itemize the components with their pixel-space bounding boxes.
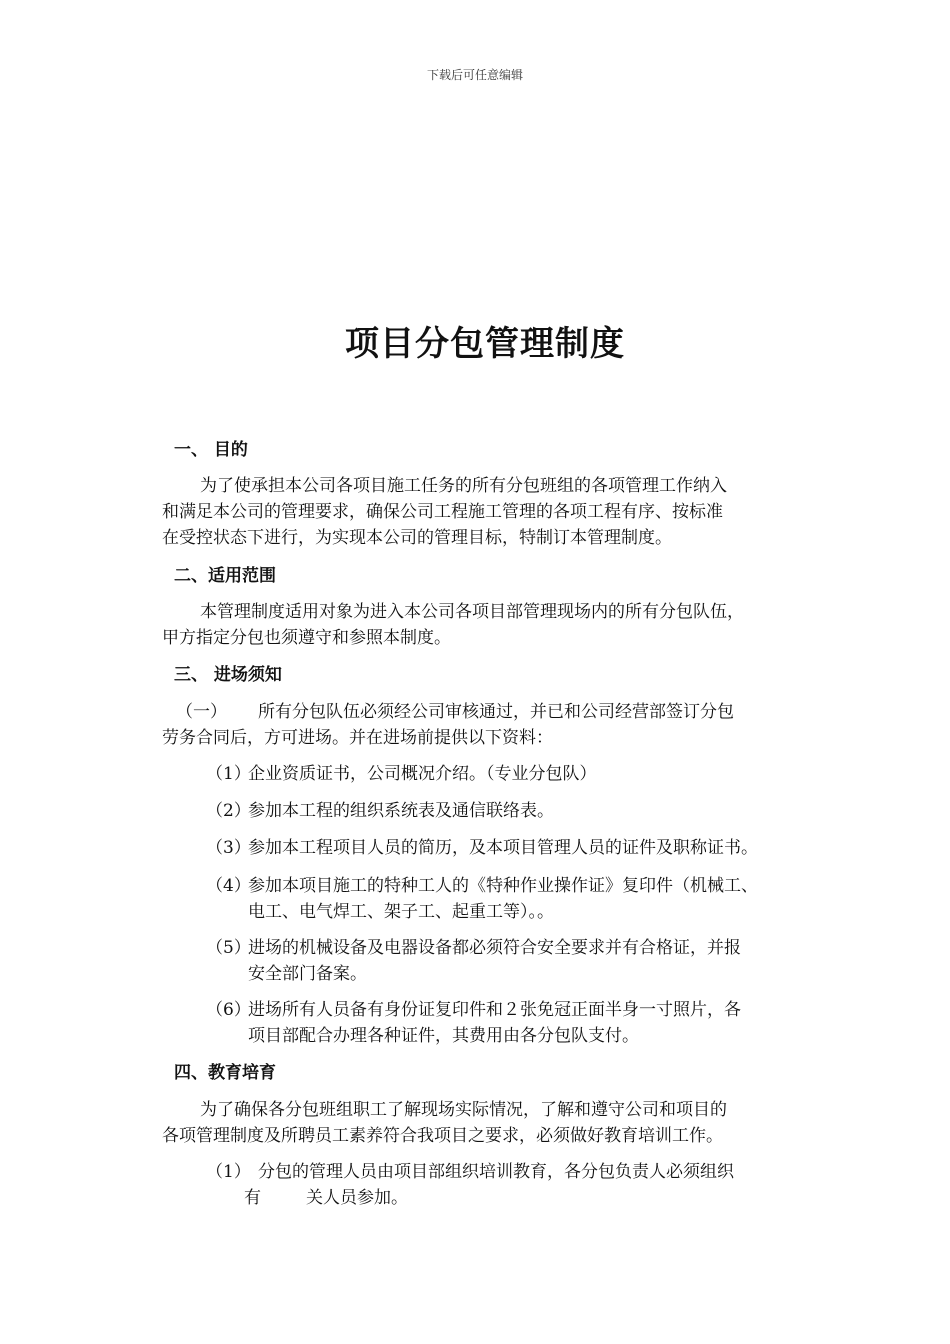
- paragraph-line: 劳务合同后，方可进场。并在进场前提供以下资料：: [162, 728, 553, 748]
- list-item-number: （1）: [206, 1162, 251, 1182]
- list-item-number: （1）: [206, 764, 251, 784]
- paragraph-line: 和满足本公司的管理要求，确保公司工程施工管理的各项工程有序、按标准: [162, 502, 723, 522]
- list-item-number: （6）: [206, 1000, 251, 1020]
- list-item-text: 参加本项目施工的特种工人的《特种作业操作证》复印件（机械工、: [248, 876, 758, 896]
- list-item-text: 项目部配合办理各种证件，其费用由各分包队支付。: [248, 1026, 639, 1046]
- list-item-text: 进场的机械设备及电器设备都必须符合安全要求并有合格证，并报: [248, 938, 741, 958]
- paragraph-line: 各项管理制度及所聘员工素养符合我项目之要求，必须做好教育培训工作。: [162, 1126, 723, 1146]
- section-heading-purpose: 一、 目的: [174, 440, 248, 460]
- header-note: 下载后可任意编辑: [426, 68, 523, 82]
- list-item-text: 进场所有人员备有身份证复印件和２张免冠正面半身一寸照片，各: [248, 1000, 741, 1020]
- list-item-text: 参加本工程项目人员的简历，及本项目管理人员的证件及职称证书。: [248, 838, 758, 858]
- list-item-number: （2）: [206, 801, 251, 821]
- list-item-text: 企业资质证书，公司概况介绍。（专业分包队）: [248, 764, 597, 784]
- list-item-text: 安全部门备案。: [248, 964, 367, 984]
- paragraph-line: 甲方指定分包也须遵守和参照本制度。: [162, 628, 451, 648]
- paragraph-line: 所有分包队伍必须经公司审核通过，并已和公司经营部签订分包: [258, 702, 734, 722]
- sub-clause-label: （一）: [176, 702, 227, 722]
- document-title: 项目分包管理制度: [345, 324, 625, 364]
- paragraph-line: 在受控状态下进行，为实现本公司的管理目标，特制订本管理制度。: [162, 528, 672, 548]
- paragraph-line: 为了使承担本公司各项目施工任务的所有分包班组的各项管理工作纳入: [200, 476, 727, 496]
- list-item-number: （3）: [206, 838, 251, 858]
- list-item-number: （4）: [206, 876, 251, 896]
- list-item-text: 电工、电气焊工、架子工、起重工等）。。: [248, 902, 554, 922]
- section-heading-training: 四、教育培育: [174, 1063, 276, 1083]
- list-item-text: 关人员参加。: [306, 1188, 408, 1208]
- list-item-text: 有: [244, 1188, 261, 1208]
- section-heading-entry-notice: 三、 进场须知: [174, 665, 282, 685]
- list-item-text: 参加本工程的组织系统表及通信联络表。: [248, 801, 554, 821]
- paragraph-line: 本管理制度适用对象为进入本公司各项目部管理现场内的所有分包队伍，: [200, 602, 744, 622]
- section-heading-scope: 二、适用范围: [174, 566, 276, 586]
- list-item-number: （5）: [206, 938, 251, 958]
- paragraph-line: 为了确保各分包班组职工了解现场实际情况，了解和遵守公司和项目的: [200, 1100, 727, 1120]
- list-item-text: 分包的管理人员由项目部组织培训教育，各分包负责人必须组织: [258, 1162, 734, 1182]
